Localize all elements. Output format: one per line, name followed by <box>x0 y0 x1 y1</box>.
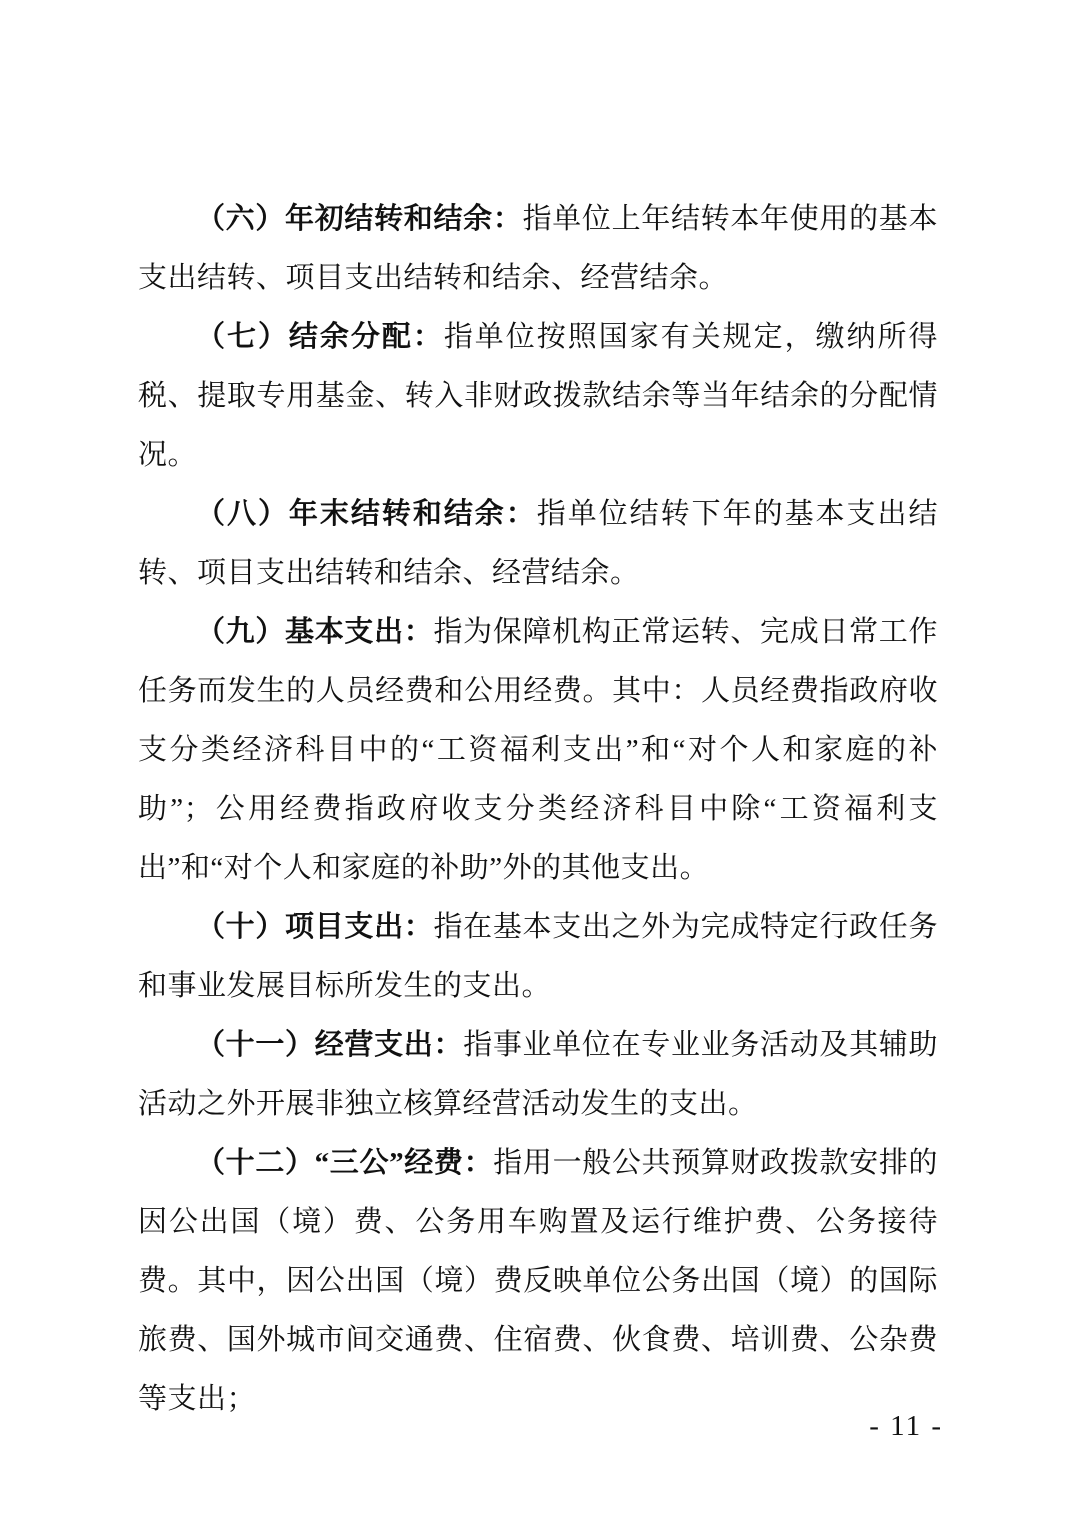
term-definition: 指单位按照国家有关规定，缴纳所得税、提取专用基金、转入非财政拨款结余等当年结余的分配情况。 <box>138 321 938 471</box>
term-definition: 指用一般公共预算财政拨款安排的因公出国（境）费、公务用车购置及运行维护费、公务接待费。其中，因公出国（境）费反映单位公务出国（境）的国际旅费、国外城市间交通费、住宿费、伙食费、培训费、公杂费等支出； <box>138 1147 938 1415</box>
definition-paragraph <box>138 308 938 485</box>
definition-paragraph <box>138 485 938 603</box>
term-definition: 指为保障机构正常运转、完成日常工作任务而发生的人员经费和公用经费。其中：人员经费指政府收支分类经济科目中的“工资福利支出”和“对个人和家庭的补助”；公用经费指政府收支分类经济科目中除“工资福利支出”和“对个人和家庭的补助”外的其他支出。 <box>138 616 938 884</box>
term-definition: 指单位上年结转本年使用的基本支出结转、项目支出结转和结余、经营结余。 <box>138 203 938 294</box>
term-label: （九）基本支出： <box>196 616 434 648</box>
term-label: （十）项目支出： <box>196 911 434 943</box>
document-content <box>138 190 938 1429</box>
term-label: （六）年初结转和结余： <box>196 203 523 235</box>
term-label: （十一）经营支出： <box>196 1029 464 1061</box>
term-definition: 指在基本支出之外为完成特定行政任务和事业发展目标所发生的支出。 <box>138 911 938 1002</box>
term-label: （十二）“三公”经费： <box>196 1147 494 1179</box>
definition-paragraph <box>138 1134 938 1429</box>
term-label: （八）年末结转和结余： <box>196 498 537 530</box>
definition-paragraph <box>138 603 938 898</box>
term-definition: 指单位结转下年的基本支出结转、项目支出结转和结余、经营结余。 <box>138 498 938 589</box>
term-definition: 指事业单位在专业业务活动及其辅助活动之外开展非独立核算经营活动发生的支出。 <box>138 1029 938 1120</box>
term-label: （七）结余分配： <box>196 321 444 353</box>
definition-paragraph <box>138 190 938 308</box>
definition-paragraph <box>138 898 938 1016</box>
definition-paragraph <box>138 1016 938 1134</box>
page-number: - 11 - <box>869 1410 943 1442</box>
